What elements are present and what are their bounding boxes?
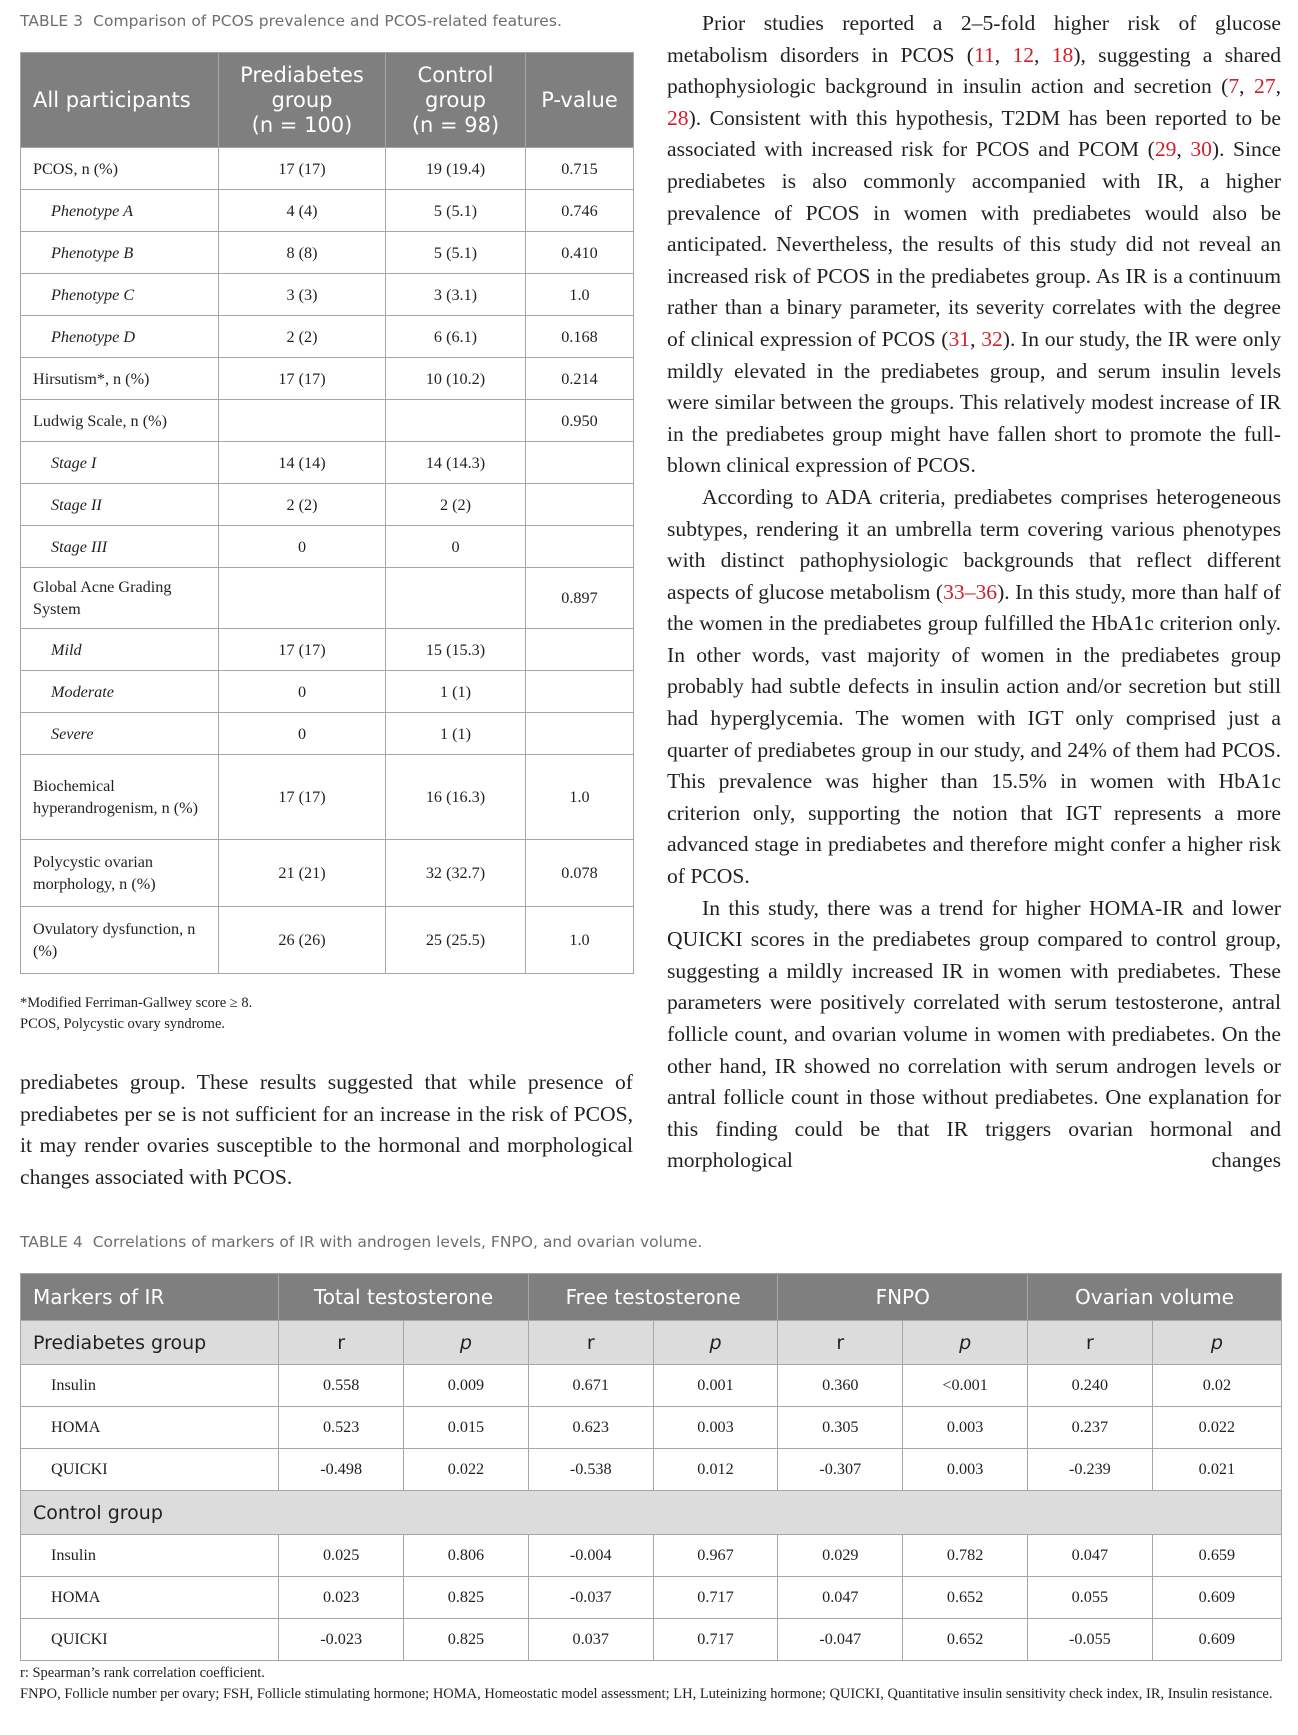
table3-row: [21, 484, 634, 526]
r-value: -0.055: [1027, 1619, 1152, 1661]
table4-row: [21, 1365, 1282, 1407]
right-column-text: [667, 8, 1281, 1177]
control-value: 19 (19.4): [386, 148, 526, 190]
r-value: -0.307: [778, 1449, 903, 1491]
table4-body: [21, 1321, 1282, 1661]
prediabetes-value: 2 (2): [219, 316, 386, 358]
r-value: -0.538: [528, 1449, 653, 1491]
header-line: Control: [417, 62, 494, 87]
p-value: 0.717: [653, 1577, 778, 1619]
row-label: Ovulatory dysfunction, n (%): [21, 907, 219, 974]
control-value: 3 (3.1): [386, 274, 526, 316]
reference-link[interactable]: 28: [667, 105, 689, 130]
row-label: Ludwig Scale, n (%): [21, 400, 219, 442]
p-value: 0.009: [404, 1365, 529, 1407]
table3-row: [21, 907, 634, 974]
reference-link[interactable]: 32: [981, 326, 1003, 351]
prediabetes-value: 2 (2): [219, 484, 386, 526]
subheader-p: p: [404, 1321, 529, 1365]
prediabetes-value: 17 (17): [219, 755, 386, 840]
r-value: 0.558: [279, 1365, 404, 1407]
r-value: 0.023: [279, 1577, 404, 1619]
header-line: group: [425, 87, 486, 112]
p-value: 1.0: [526, 755, 634, 840]
reference-link[interactable]: 27: [1254, 74, 1276, 99]
table4-label: TABLE 4: [20, 1233, 83, 1251]
table3-footnotes: [20, 993, 252, 1035]
table4-header-ovarian-volume: Ovarian volume: [1027, 1274, 1281, 1321]
paragraph-1: Prior studies reported a 2–5-fold higher risk of glucose metabolism disorders in PCOS (11, 12, 18), suggesting a shared pathophysiologic background in insulin action and secretion (7, 27, 28). Consistent with this hypothesis, T2DM has been reported to be associated with increased risk for PCOS and PCOM (29, 30). Since prediabetes is also commonly accompanied with IR, a higher prevalence of PCOS in women with prediabetes would also be anticipated. Nevertheless, the results of this study did not reveal an increased risk of PCOS in the prediabetes group. As IR is a continuum rather than a binary parameter, its severity correlates with the degree of clinical expression of PCOS (31, 32). In our study, the IR were only mildly elevated in the prediabetes group, and serum insulin levels were similar between the groups. This relatively modest increase of IR in the prediabetes group might have fallen short to promote the full-blown clinical expression of PCOS.: [667, 11, 1282, 478]
prediabetes-value: 26 (26): [219, 907, 386, 974]
p-value: 0.609: [1152, 1577, 1281, 1619]
table3-row: [21, 148, 634, 190]
table3-row: [21, 526, 634, 568]
table3-row: [21, 713, 634, 755]
control-value: [386, 568, 526, 629]
marker-label: Insulin: [21, 1535, 279, 1577]
p-value: 0.825: [404, 1619, 529, 1661]
p-value: 0.950: [526, 400, 634, 442]
p-value: 0.659: [1152, 1535, 1281, 1577]
table3-row: [21, 840, 634, 907]
group-label: Prediabetes group: [21, 1321, 279, 1365]
row-label: Stage III: [21, 526, 219, 568]
control-value: 6 (6.1): [386, 316, 526, 358]
p-value: 0.02: [1152, 1365, 1281, 1407]
table4-row: [21, 1535, 1282, 1577]
marker-label: HOMA: [21, 1407, 279, 1449]
table4-footnote: FNPO, Follicle number per ovary; FSH, Follicle stimulating hormone; HOMA, Homeostatic model assessment; LH, Luteinizing hormone; QUICKI, Quantitative insulin sensitivity check index, IR, Insulin resistance.: [20, 1686, 1273, 1702]
table4-header-free-testosterone: Free testosterone: [528, 1274, 778, 1321]
subheader-p: p: [903, 1321, 1028, 1365]
marker-label: Insulin: [21, 1365, 279, 1407]
subheader-r: r: [1027, 1321, 1152, 1365]
r-value: 0.305: [778, 1407, 903, 1449]
p-value: 0.652: [903, 1577, 1028, 1619]
r-value: -0.037: [528, 1577, 653, 1619]
paragraph: prediabetes group. These results suggested that while presence of prediabetes per se is not sufficient for an increase in the risk of PCOS, it may render ovaries susceptible to the hormonal and morphological changes associated with PCOS.: [20, 1070, 633, 1189]
p-value: 0.021: [1152, 1449, 1281, 1491]
prediabetes-value: 0: [219, 671, 386, 713]
row-label: Biochemical hyperandrogenism, n (%): [21, 755, 219, 840]
table3-row: [21, 316, 634, 358]
table4-row: [21, 1407, 1282, 1449]
table4: [20, 1273, 1282, 1661]
p-value: 0.001: [653, 1365, 778, 1407]
r-value: -0.239: [1027, 1449, 1152, 1491]
table3-row: [21, 442, 634, 484]
group-label: Control group: [21, 1491, 1282, 1535]
prediabetes-value: 14 (14): [219, 442, 386, 484]
p-value: 0.717: [653, 1619, 778, 1661]
control-value: 25 (25.5): [386, 907, 526, 974]
p-value: 0.078: [526, 840, 634, 907]
control-value: 14 (14.3): [386, 442, 526, 484]
table4-header-fnpo: FNPO: [778, 1274, 1028, 1321]
table3-row: [21, 671, 634, 713]
table3-footnote: PCOS, Polycystic ovary syndrome.: [20, 1016, 226, 1032]
row-label: Global Acne Grading System: [21, 568, 219, 629]
table3-footnote: *Modified Ferriman-Gallwey score ≥ 8.: [20, 995, 253, 1011]
reference-link[interactable]: 11: [973, 42, 995, 67]
p-value: [526, 629, 634, 671]
reference-link[interactable]: 29: [1154, 137, 1177, 162]
row-label: Phenotype D: [21, 316, 219, 358]
subheader-r: r: [528, 1321, 653, 1365]
table3-row: [21, 400, 634, 442]
marker-label: QUICKI: [21, 1619, 279, 1661]
table3-header-prediabetes: [219, 53, 386, 148]
table4-caption-text: Correlations of markers of IR with androgen levels, FNPO, and ovarian volume.: [92, 1233, 703, 1251]
p-value: 0.168: [526, 316, 634, 358]
table4-header-row: [21, 1274, 1282, 1321]
p-value: 0.652: [903, 1619, 1028, 1661]
table4-row: [21, 1449, 1282, 1491]
control-value: 5 (5.1): [386, 190, 526, 232]
row-label: Stage II: [21, 484, 219, 526]
prediabetes-value: 8 (8): [219, 232, 386, 274]
table3: [20, 52, 634, 974]
table3-row: [21, 190, 634, 232]
p-value: [526, 484, 634, 526]
r-value: 0.055: [1027, 1577, 1152, 1619]
control-value: 32 (32.7): [386, 840, 526, 907]
row-label: Hirsutism*, n (%): [21, 358, 219, 400]
r-value: 0.047: [778, 1577, 903, 1619]
table3-row: [21, 568, 634, 629]
marker-label: HOMA: [21, 1577, 279, 1619]
control-value: 16 (16.3): [386, 755, 526, 840]
table4-header-markers: Markers of IR: [21, 1274, 279, 1321]
p-value: [526, 671, 634, 713]
p-value: 0.967: [653, 1535, 778, 1577]
table3-row: [21, 232, 634, 274]
p-value: 1.0: [526, 274, 634, 316]
header-line: group: [271, 87, 333, 112]
p-value: [526, 526, 634, 568]
subheader-r: r: [778, 1321, 903, 1365]
prediabetes-value: [219, 568, 386, 629]
row-label: Polycystic ovarian morphology, n (%): [21, 840, 219, 907]
table3-row: [21, 358, 634, 400]
prediabetes-value: 17 (17): [219, 629, 386, 671]
table3-caption-text: Comparison of PCOS prevalence and PCOS-related features.: [93, 12, 562, 30]
prediabetes-value: 0: [219, 526, 386, 568]
p-value: 0.022: [404, 1449, 529, 1491]
table3-header-all-participants: All participants: [21, 53, 219, 148]
reference-link[interactable]: 31: [948, 326, 971, 351]
subheader-p: p: [653, 1321, 778, 1365]
p-value: 0.003: [653, 1407, 778, 1449]
prediabetes-value: 0: [219, 713, 386, 755]
r-value: -0.023: [279, 1619, 404, 1661]
reference-link[interactable]: 7: [1228, 74, 1240, 99]
row-label: Phenotype C: [21, 274, 219, 316]
table4-group-row: [21, 1491, 1282, 1535]
table3-label: TABLE 3: [20, 12, 84, 30]
table3-header-pvalue: P-value: [526, 53, 634, 148]
prediabetes-value: 17 (17): [219, 358, 386, 400]
table3-row: [21, 629, 634, 671]
subheader-r: r: [279, 1321, 404, 1365]
table3-header-row: [21, 53, 634, 148]
p-value: 0.022: [1152, 1407, 1281, 1449]
row-label: Severe: [21, 713, 219, 755]
r-value: 0.240: [1027, 1365, 1152, 1407]
table3-caption: [20, 12, 562, 30]
paragraph-2: According to ADA criteria, prediabetes comprises heterogeneous subtypes, rendering it an umbrella term covering various phenotypes with distinct pathophysiologic backgrounds that reflect different aspects of glucose metabolism (33–36). In this study, more than half of the women in the prediabetes group fulfilled the HbA1c criterion only. In other words, vast majority of women in the prediabetes group probably had subtle defects in insulin action and/or secretion but still had hyperglycemia. The women with IGT only comprised just a quarter of prediabetes group in our study, and 24% of them had PCOS. This prevalence was higher than 15.5% in women with HbA1c criterion only, supporting the notion that IGT represents a more advanced stage in prediabetes and therefore might confer a higher risk of PCOS.: [667, 484, 1281, 889]
r-value: 0.025: [279, 1535, 404, 1577]
prediabetes-value: 4 (4): [219, 190, 386, 232]
control-value: 1 (1): [386, 713, 526, 755]
p-value: 1.0: [526, 907, 634, 974]
table3-row: [21, 755, 634, 840]
left-column-text: [20, 1067, 633, 1193]
p-value: 0.015: [404, 1407, 529, 1449]
marker-label: QUICKI: [21, 1449, 279, 1491]
subheader-p: p: [1152, 1321, 1281, 1365]
table4-caption: [20, 1233, 702, 1251]
table3-body: [21, 148, 634, 974]
row-label: Stage I: [21, 442, 219, 484]
p-value: 0.746: [526, 190, 634, 232]
header-line: (n = 98): [411, 112, 500, 137]
r-value: 0.623: [528, 1407, 653, 1449]
prediabetes-value: [219, 400, 386, 442]
r-value: -0.498: [279, 1449, 404, 1491]
p-value: 0.806: [404, 1535, 529, 1577]
p-value: <0.001: [903, 1365, 1028, 1407]
prediabetes-value: 17 (17): [219, 148, 386, 190]
r-value: 0.360: [778, 1365, 903, 1407]
r-value: -0.004: [528, 1535, 653, 1577]
control-value: 2 (2): [386, 484, 526, 526]
p-value: 0.782: [903, 1535, 1028, 1577]
r-value: 0.523: [279, 1407, 404, 1449]
header-line: (n = 100): [251, 112, 353, 137]
prediabetes-value: 3 (3): [219, 274, 386, 316]
control-value: 5 (5.1): [386, 232, 526, 274]
p-value: 0.003: [903, 1407, 1028, 1449]
p-value: 0.214: [526, 358, 634, 400]
prediabetes-value: 21 (21): [219, 840, 386, 907]
p-value: 0.609: [1152, 1619, 1281, 1661]
table4-footnote: r: Spearman’s rank correlation coefficient.: [20, 1665, 265, 1681]
control-value: 1 (1): [386, 671, 526, 713]
control-value: 15 (15.3): [386, 629, 526, 671]
row-label: Moderate: [21, 671, 219, 713]
r-value: 0.029: [778, 1535, 903, 1577]
p-value: 0.715: [526, 148, 634, 190]
header-line: Prediabetes: [240, 62, 364, 87]
r-value: 0.047: [1027, 1535, 1152, 1577]
table3-header-control: [386, 53, 526, 148]
r-value: -0.047: [778, 1619, 903, 1661]
control-value: [386, 400, 526, 442]
row-label: Phenotype B: [21, 232, 219, 274]
table4-row: [21, 1577, 1282, 1619]
r-value: 0.671: [528, 1365, 653, 1407]
control-value: 10 (10.2): [386, 358, 526, 400]
table4-group-row: [21, 1321, 1282, 1365]
paragraph-3: In this study, there was a trend for higher HOMA-IR and lower QUICKI scores in the prediabetes group compared to control group, suggesting a mildly increased IR in women with prediabetes. These parameters were positively correlated with serum testosterone, antral follicle count, and ovarian volume in women with prediabetes. On the other hand, IR showed no correlation with serum androgen levels or antral follicle count in those without prediabetes. One explanation for this finding could be that IR triggers ovarian hormonal and morphological changes: [667, 895, 1281, 1173]
reference-link[interactable]: 33–36: [943, 579, 998, 604]
row-label: Phenotype A: [21, 190, 219, 232]
p-value: 0.003: [903, 1449, 1028, 1491]
r-value: 0.037: [528, 1619, 653, 1661]
p-value: 0.012: [653, 1449, 778, 1491]
table4-row: [21, 1619, 1282, 1661]
p-value: 0.410: [526, 232, 634, 274]
reference-link[interactable]: 12: [1012, 42, 1035, 67]
p-value: [526, 713, 634, 755]
table4-footnotes: [20, 1663, 1285, 1705]
row-label: PCOS, n (%): [21, 148, 219, 190]
p-value: [526, 442, 634, 484]
row-label: Mild: [21, 629, 219, 671]
r-value: 0.237: [1027, 1407, 1152, 1449]
control-value: 0: [386, 526, 526, 568]
p-value: 0.897: [526, 568, 634, 629]
reference-link[interactable]: 18: [1051, 42, 1074, 67]
reference-link[interactable]: 30: [1190, 137, 1212, 162]
table3-row: [21, 274, 634, 316]
table4-header-total-testosterone: Total testosterone: [279, 1274, 529, 1321]
p-value: 0.825: [404, 1577, 529, 1619]
